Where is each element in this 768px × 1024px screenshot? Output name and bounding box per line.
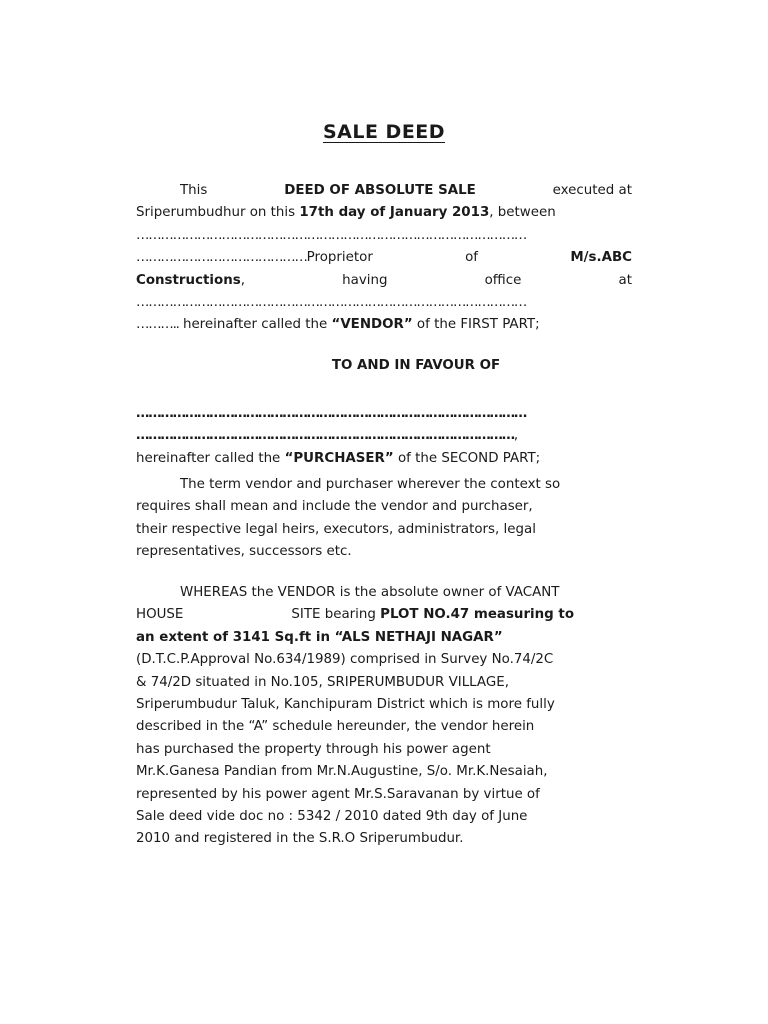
plot-number: PLOT NO.47 measuring to — [380, 607, 575, 623]
text-span: of the FIRST PART; — [416, 317, 540, 333]
paragraph-whereas — [136, 582, 632, 851]
section-heading: TO AND IN FAVOUR OF — [331, 358, 501, 373]
execution-date: 17th day of January 2013 — [299, 205, 490, 221]
text-line — [136, 448, 632, 470]
text-line — [136, 627, 632, 649]
deed-type: DEED OF ABSOLUTE SALE — [284, 183, 476, 198]
text-span: hereinafter called the — [136, 450, 281, 466]
text-span: WHEREAS the VENDOR is the absolute owner of VACANT — [180, 585, 560, 600]
text-line — [136, 270, 632, 292]
text-line — [136, 425, 632, 447]
document-title: SALE DEED — [322, 121, 446, 143]
paragraph-purchaser — [136, 403, 632, 470]
text-line: Sale deed vide doc no : 5342 / 2010 dated 9th day of June — [136, 808, 528, 824]
text-line: their respective legal heirs, executors, administrators, legal — [136, 521, 536, 537]
text-span: having — [342, 272, 388, 288]
text-line: represented by his power agent Mr.S.Saravanan by virtue of — [136, 786, 540, 802]
text-line: requires shall mean and include the vendor and purchaser, — [136, 499, 533, 515]
company-name: Constructions — [136, 272, 241, 288]
text-line — [136, 202, 632, 224]
blank-dots: ………………………………………………………………………………… — [136, 428, 514, 444]
paragraph-definitions — [136, 474, 632, 564]
text-line: has purchased the property through his power agent — [136, 741, 491, 757]
text-span: of the SECOND PART; — [397, 450, 541, 466]
text-span: office — [484, 272, 522, 288]
paragraph-parties-vendor — [136, 180, 632, 337]
text-span: executed at — [552, 183, 632, 198]
text-line — [136, 314, 632, 336]
blank-dots: ……….. — [136, 317, 179, 333]
text-line: & 74/2D situated in No.105, SRIPERUMBUDUR VILLAGE, — [136, 674, 509, 690]
vendor-label: “VENDOR” — [331, 317, 413, 333]
text-span: This — [180, 183, 208, 198]
blank-dots: …………………………………………………………………………………… — [136, 227, 527, 243]
text-line — [136, 604, 632, 626]
text-line: Mr.K.Ganesa Pandian from Mr.N.Augustine, S/o. Mr.K.Nesaiah, — [136, 764, 548, 780]
text-span: , — [513, 428, 519, 444]
text-span: at — [618, 272, 632, 288]
text-span: SITE bearing — [291, 607, 376, 623]
text-line: 2010 and registered in the S.R.O Sriperumbudur. — [136, 831, 464, 847]
text-line — [136, 247, 632, 269]
text-span: of — [465, 250, 479, 266]
text-line: Sriperumbudur Taluk, Kanchipuram District which is more fully — [136, 696, 555, 712]
plot-extent: an extent of 3141 Sq.ft in “ALS NETHAJI NAGAR” — [136, 629, 503, 645]
blank-dots: …………………………………………………………………………………… — [136, 406, 527, 421]
text-line: representatives, successors etc. — [136, 544, 352, 560]
text-line — [136, 180, 632, 202]
text-line: described in the “A” schedule hereunder, the vendor herein — [136, 719, 535, 735]
text-span: , between — [489, 205, 556, 221]
text-span: Sriperumbudhur on this — [136, 205, 296, 221]
blank-dots: …………………………………… — [136, 250, 307, 266]
company-name: M/s.ABC — [570, 250, 632, 266]
text-span: The term vendor and purchaser wherever the context so — [180, 477, 561, 492]
purchaser-label: “PURCHASER” — [284, 450, 394, 466]
text-span: hereinafter called the — [182, 317, 328, 333]
text-line — [136, 474, 632, 496]
blank-dots: …………………………………………………………………………………… — [136, 294, 527, 310]
text-line — [136, 582, 632, 604]
text-line: (D.T.C.P.Approval No.634/1989) comprised in Survey No.74/2C — [136, 652, 554, 668]
text-span: , — [240, 272, 245, 288]
text-span: Proprietor — [306, 250, 373, 266]
text-span: HOUSE — [136, 607, 184, 623]
